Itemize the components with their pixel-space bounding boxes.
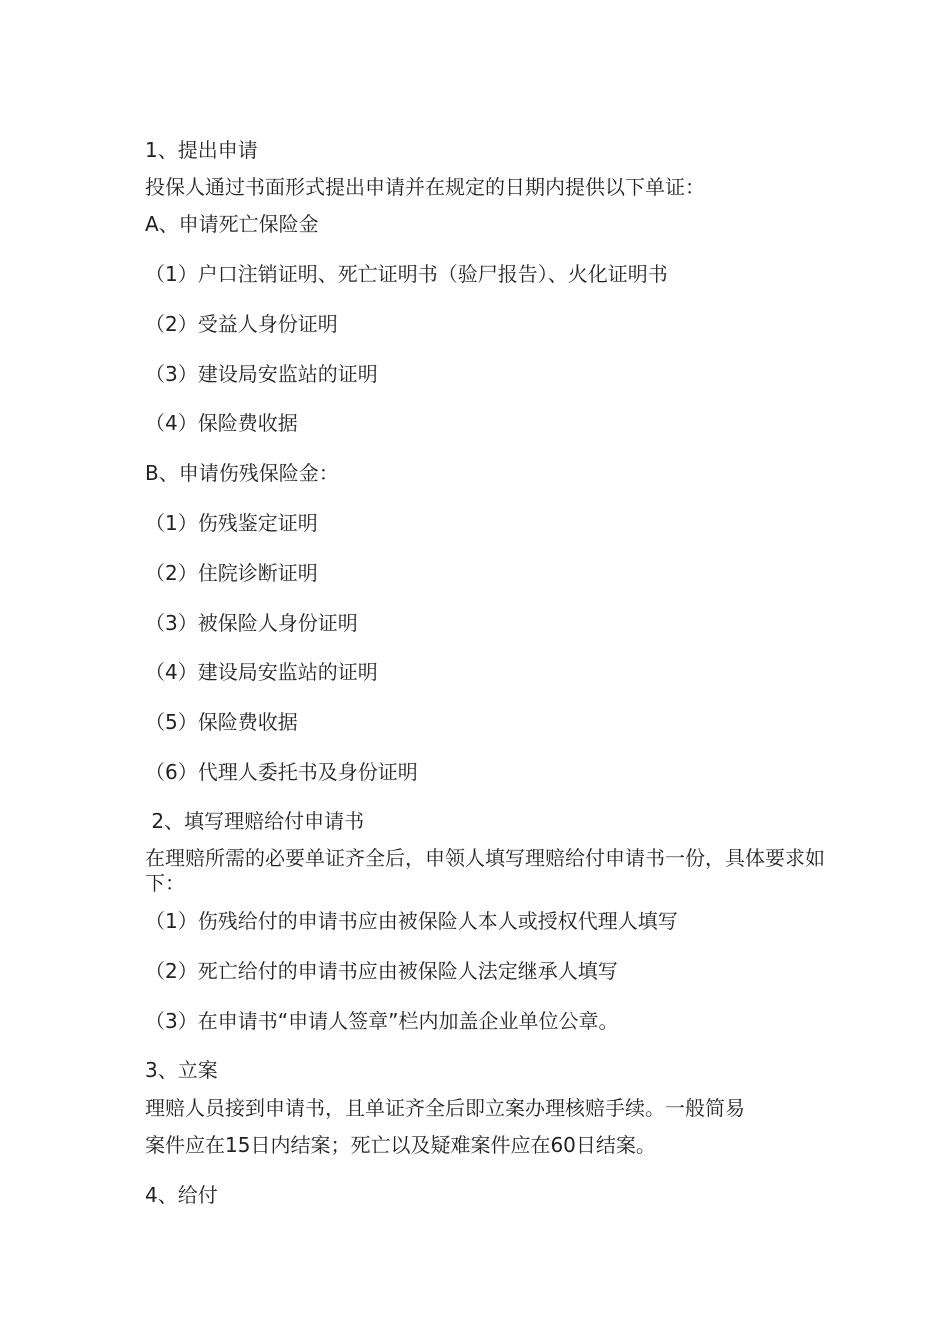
list-item: （5）保险费收据 <box>145 710 298 734</box>
list-item: （2）死亡给付的申请书应由被保险人法定继承人填写 <box>145 959 618 983</box>
list-item: （1）户口注销证明、死亡证明书（验尸报告）、火化证明书 <box>145 262 668 286</box>
subsection-heading-a: A、申请死亡保险金 <box>145 212 319 236</box>
list-item: （1）伤残给付的申请书应由被保险人本人或授权代理人填写 <box>145 909 678 933</box>
list-item: （2）受益人身份证明 <box>145 312 338 336</box>
subsection-heading-b: B、申请伤残保险金： <box>145 461 339 485</box>
section-heading-2: 2、填写理赔给付申请书 <box>145 809 365 833</box>
section-heading-4: 4、给付 <box>145 1183 218 1207</box>
paragraph: 投保人通过书面形式提出申请并在规定的日期内提供以下单证： <box>145 175 705 199</box>
list-item: （4）保险费收据 <box>145 411 298 435</box>
paragraph: 理赔人员接到申请书，且单证齐全后即立案办理核赔手续。一般简易 <box>145 1096 745 1120</box>
list-item: （4）建设局安监站的证明 <box>145 660 378 684</box>
list-item: （3）建设局安监站的证明 <box>145 362 378 386</box>
section-heading-1: 1、提出申请 <box>145 138 258 162</box>
paragraph: 案件应在15日内结案；死亡以及疑难案件应在60日结案。 <box>145 1133 656 1157</box>
list-item: （6）代理人委托书及身份证明 <box>145 760 418 784</box>
list-item: （2）住院诊断证明 <box>145 561 318 585</box>
list-item: （3）在申请书“申请人签章”栏内加盖企业单位公章。 <box>145 1009 619 1033</box>
paragraph: 在理赔所需的必要单证齐全后，申领人填写理赔给付申请书一份，具体要求如下： <box>145 846 825 895</box>
list-item: （1）伤残鉴定证明 <box>145 511 318 535</box>
list-item: （3）被保险人身份证明 <box>145 611 358 635</box>
section-heading-3: 3、立案 <box>145 1058 218 1082</box>
